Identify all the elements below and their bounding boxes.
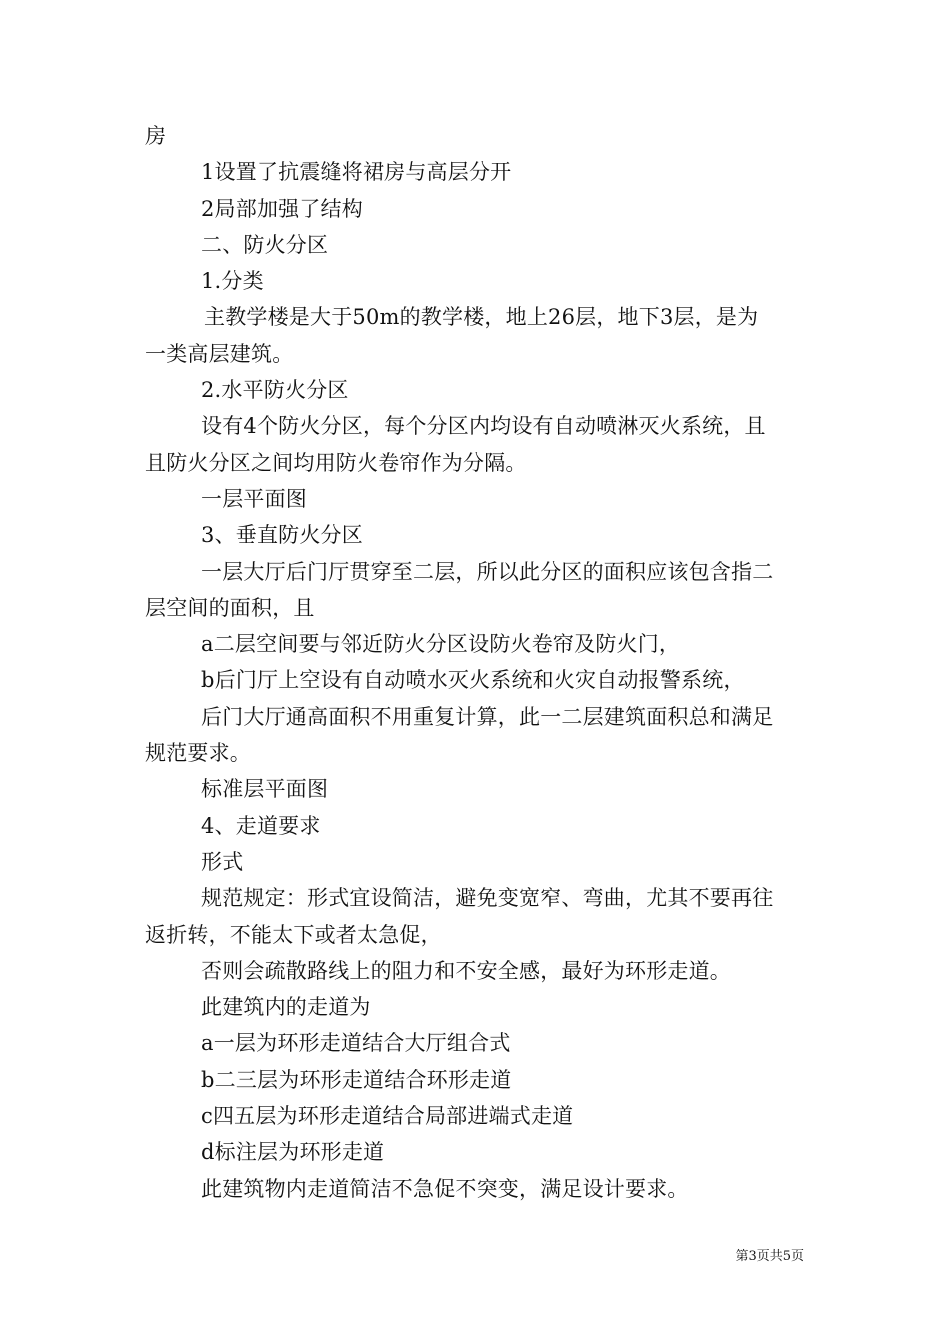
text-line: 否则会疏散路线上的阻力和不安全感，最好为环形走道。 [201,958,731,983]
text-line: 且防火分区之间均用防火卷帘作为分隔。 [145,450,527,475]
text-line: 此建筑内的走道为 [201,995,371,1020]
figure-caption: 一层平面图 [201,486,307,511]
text-line: 返折转，不能太下或者太急促， [145,922,442,947]
subsection-heading: 3、垂直防火分区 [201,523,363,548]
text-line: 设有4个防火分区，每个分区内均设有自动喷淋灭火系统，且 [201,414,766,439]
list-item: a一层为环形走道结合大厅组合式 [201,1031,511,1056]
list-item: a二层空间要与邻近防火分区设防火卷帘及防火门， [201,632,681,657]
list-item: c四五层为环形走道结合局部进端式走道 [201,1104,574,1129]
text-line: 此建筑物内走道简洁不急促不突变，满足设计要求。 [201,1176,689,1201]
list-item: d标注层为环形走道 [201,1140,385,1165]
subsection-heading: 2.水平防火分区 [201,378,349,403]
text-line: 主教学楼是大于50m的教学楼，地上26层，地下3层，是为 [204,305,759,330]
subsection-heading: 1.分类 [201,269,264,294]
text-line: 规范要求。 [145,741,251,766]
text-line: 层空间的面积，且 [145,595,315,620]
text-line: 一层大厅后门厅贯穿至二层，所以此分区的面积应该包含指二 [201,559,774,584]
subsection-heading: 4、走道要求 [201,813,321,838]
list-item: b后门厅上空设有自动喷水灭火系统和火灾自动报警系统， [201,668,745,693]
page-number-footer: 第3页共5页 [735,1249,804,1264]
text-line: 后门大厅通高面积不用重复计算，此一二层建筑面积总和满足 [201,704,774,729]
list-item: b二三层为环形走道结合环形走道 [201,1067,512,1092]
text-line: 一类高层建筑。 [145,341,294,366]
section-heading: 二、防火分区 [201,232,329,257]
text-line: 1设置了抗震缝将裙房与高层分开 [201,160,512,185]
text-line: 房 [145,124,167,148]
figure-caption: 标准层平面图 [201,777,329,802]
text-line: 形式 [201,849,244,874]
document-body [145,118,810,1207]
text-line: 2局部加强了结构 [201,196,363,221]
text-line: 规范规定：形式宜设简洁，避免变宽窄、弯曲，尤其不要再往 [201,886,774,911]
